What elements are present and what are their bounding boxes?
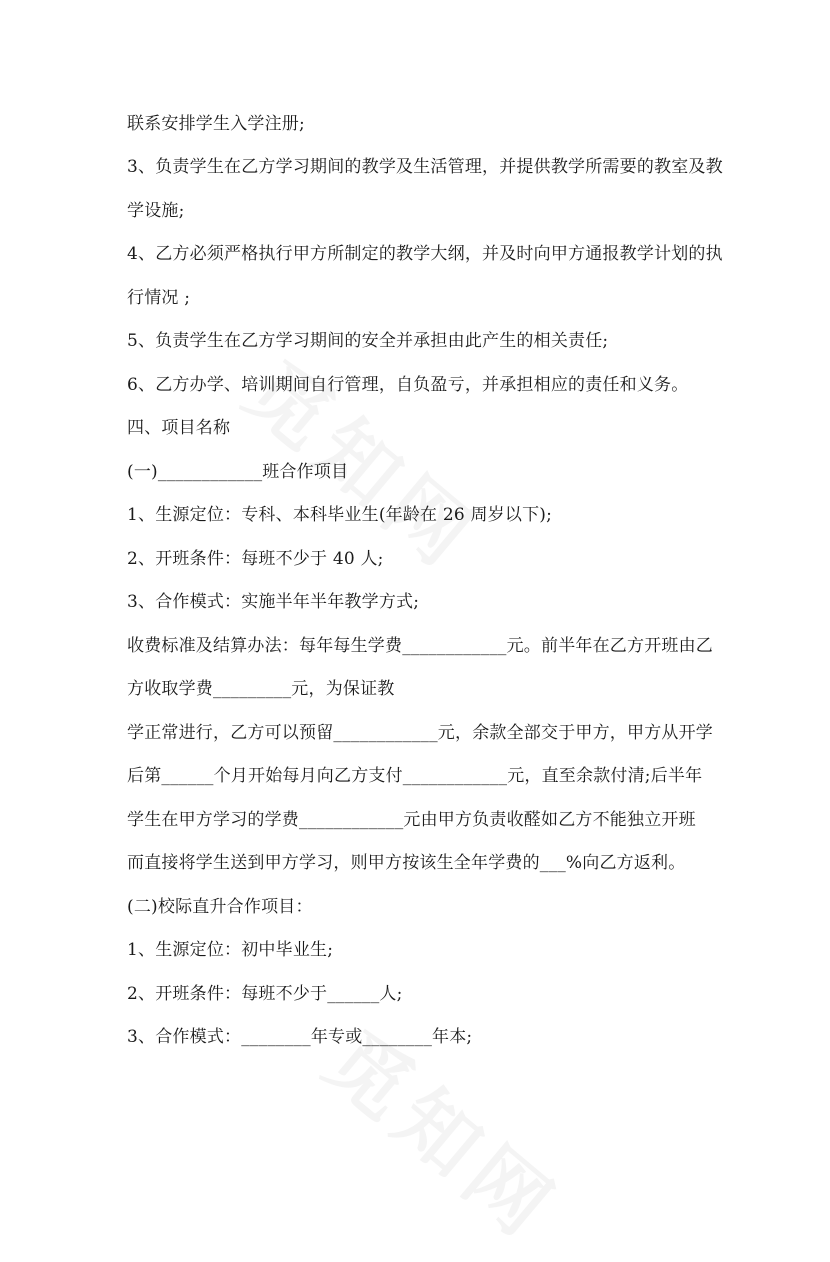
- text-line: 后第______个月开始每月向乙方支付____________元，直至余款付清;后半年: [127, 766, 703, 786]
- text-line: 3、负责学生在乙方学习期间的教学及生活管理，并提供教学所需要的教室及教: [127, 157, 723, 177]
- text-line: 4、乙方必须严格执行甲方所制定的教学大纲，并及时向甲方通报教学计划的执: [127, 244, 723, 264]
- text-line: 1、生源定位：专科、本科毕业生(年龄在 26 周岁以下);: [127, 505, 553, 525]
- text-line: 收费标准及结算办法：每年每生学费____________元。前半年在乙方开班由乙: [127, 636, 713, 656]
- text-line: 5、负责学生在乙方学习期间的安全并承担由此产生的相关责任;: [127, 331, 609, 351]
- text-line: 方收取学费_________元，为保证教: [127, 679, 395, 699]
- text-line: 联系安排学生入学注册;: [127, 114, 305, 134]
- section-heading: 四、项目名称: [127, 418, 231, 438]
- text-line: 6、乙方办学、培训期间自行管理，自负盈亏，并承担相应的责任和义务。: [127, 375, 689, 395]
- text-line: 2、开班条件：每班不少于 40 人;: [127, 549, 384, 569]
- text-line: (二)校际直升合作项目：: [127, 897, 313, 917]
- text-line: 而直接将学生送到甲方学习，则甲方按该生全年学费的___%向乙方返利。: [127, 853, 686, 873]
- text-line: 1、生源定位：初中毕业生;: [127, 940, 334, 960]
- text-line: 学设施;: [127, 201, 185, 221]
- text-line: 3、合作模式：________年专或________年本;: [127, 1027, 473, 1047]
- text-line: 2、开班条件：每班不少于______人;: [127, 984, 403, 1004]
- text-line: 学正常进行，乙方可以预留____________元，余款全部交于甲方，甲方从开学: [127, 723, 713, 743]
- text-line: (一)____________班合作项目: [127, 462, 349, 482]
- text-line: 学生在甲方学习的学费____________元由甲方负责收醛如乙方不能独立开班: [127, 810, 696, 830]
- text-line: 3、合作模式：实施半年半年教学方式;: [127, 592, 420, 612]
- text-line: 行情况 ;: [127, 288, 191, 308]
